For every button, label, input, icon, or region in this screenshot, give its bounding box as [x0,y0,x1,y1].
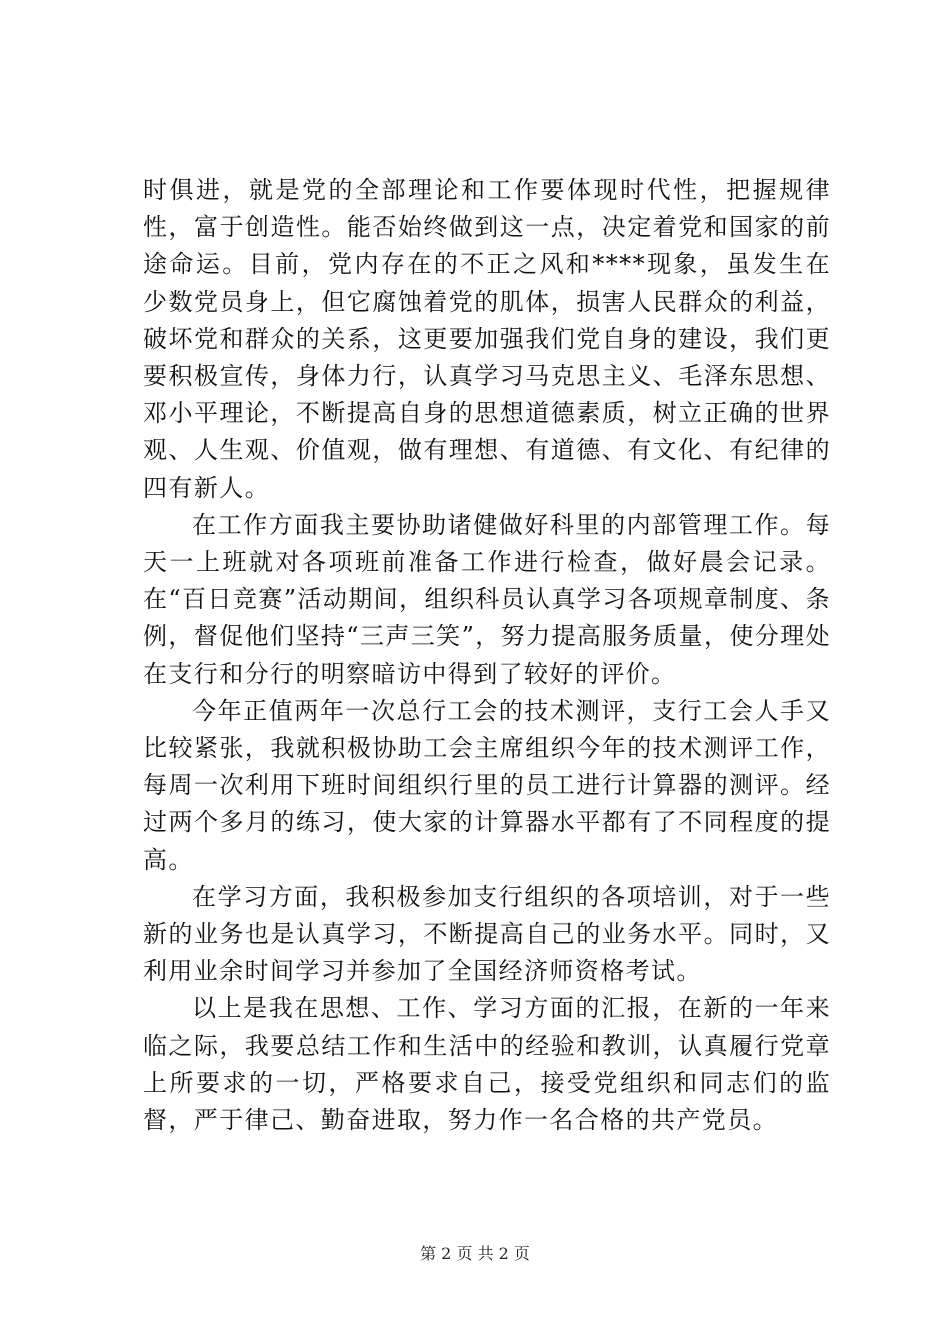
paragraph-study: 在学习方面，我积极参加支行组织的各项培训，对于一些新的业务也是认真学习，不断提高自己的业务水平。同时，又利用业余时间学习并参加了全国经济师资格考试。 [143,882,831,986]
page-footer: 第 2 页 共 2 页 [420,1244,530,1263]
document-body [143,172,831,1139]
paragraph-continuation: 时俱进，就是党的全部理论和工作要体现时代性，把握规律性，富于创造性。能否始终做到这一点，决定着党和国家的前途命运。目前，党内存在的不正之风和****现象，虽发生在少数党员身上，但它腐蚀着党的肌体，损害人民群众的利益，破坏党和群众的关系，这更要加强我们党自身的建设，我们更要积极宣传，身体力行，认真学习马克思主义、毛泽东思想、邓小平理论，不断提高自身的思想道德素质，树立正确的世界观、人生观、价值观，做有理想、有道德、有文化、有纪律的四有新人。 [143,176,831,502]
paragraph-conclusion: 以上是我在思想、工作、学习方面的汇报，在新的一年来临之际，我要总结工作和生活中的经验和教训，认真履行党章上所要求的一切，严格要求自己，接受党组织和同志们的监督，严于律己、勤奋进取，努力作一名合格的共产党员。 [143,994,831,1135]
paragraph-technical-assessment: 今年正值两年一次总行工会的技术测评，支行工会人手又比较紧张，我就积极协助工会主席组织今年的技术测评工作，每周一次利用下班时间组织行里的员工进行计算器的测评。经过两个多月的练习，使大家的计算器水平都有了不同程度的提高。 [143,696,831,874]
paragraph-work: 在工作方面我主要协助诸健做好科里的内部管理工作。每天一上班就对各项班前准备工作进行检查，做好晨会记录。在“百日竞赛”活动期间，组织科员认真学习各项规章制度、条例，督促他们坚持“三声三笑”，努力提高服务质量，使分理处在支行和分行的明察暗访中得到了较好的评价。 [143,510,831,688]
